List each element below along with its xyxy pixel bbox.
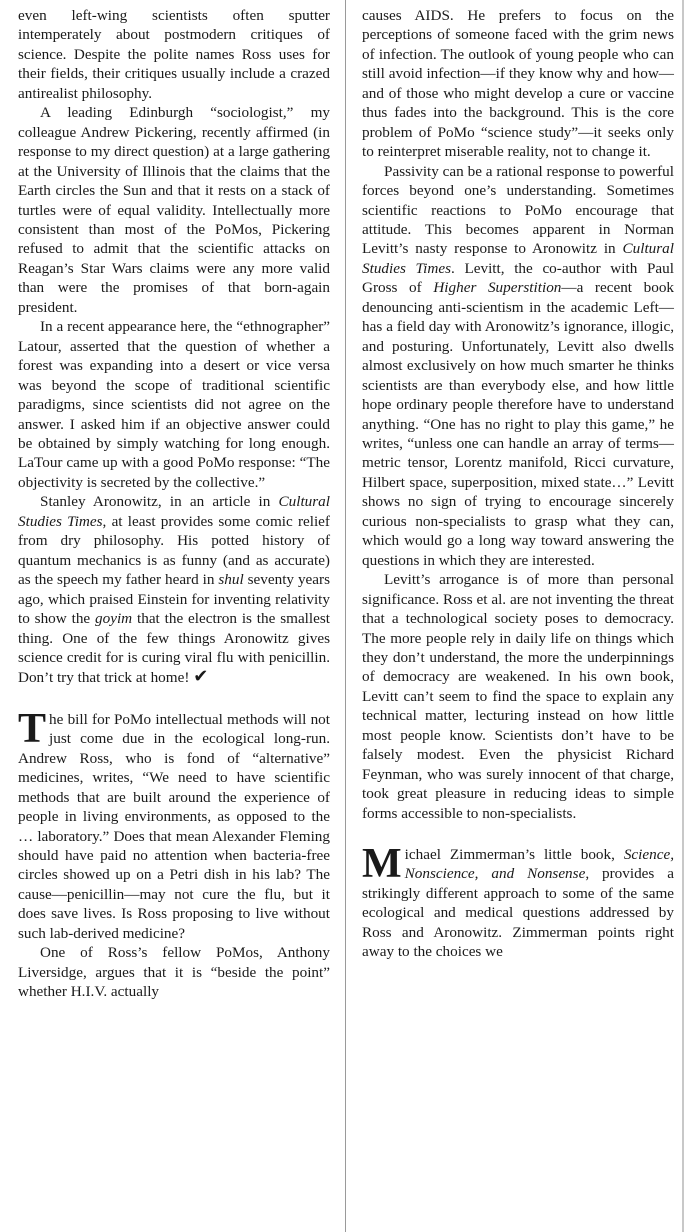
left-column [18,6,330,1002]
paragraph: Stanley Aronowitz, in an article in Cultural Studies Times, at least provides some comic relief from dry philosophy. His potted history of quantum mechanics is as funny (and as accurate) as the speech my father heard in shul seventy years ago, which praised Einstein for inventing relativity to show the goyim that the electron is the smallest thing. One of the few things Aronowitz gives science credit for is curing viral flu with penicillin. Don’t try that trick at home! ✔ [18,493,330,688]
column-divider [345,0,346,1232]
paragraph: The bill for PoMo intellectual methods will not just come due in the ecological long-run. Andrew Ross, who is fond of “alternative” medicines, writes, “We need to have scientific methods that are built around the experience of people in living environments, as opposed to the … laboratory.” Does that mean Alexander Fleming should have paid no attention when bacteria-free circles showed up on a Petri dish in his lab? The cause—penicillin—may not cure the flu, but it does save lives. Is Ross proposing to live without such lab-derived medicine? [18,705,330,942]
paragraph: even left-wing scientists often sputter intemperately about postmodern critiques of science. Despite the polite names Ross uses for their fields, their critiques usually include a crazed antirealist philosophy. [18,7,330,102]
paragraph: A leading Edinburgh “sociologist,” my colleague Andrew Pickering, recently affirmed (in response to my direct question) at a large gathering at the University of Illinois that the claims that the Earth circles the Sun and that it rests on a stack of turtles were of equal validity. Intellectually more consistent than most of the PoMos, Pickering refused to admit that the scientific attacks on Reagan’s Star Wars claims were any more valid than were the promises of that born-again president. [18,104,330,316]
paragraph: Michael Zimmerman’s little book, Science, Nonscience, and Nonsense, provides a strikingly different approach to some of the same ecological and medical questions addressed by Ross and Aronowitz. Zimmerman points right away to the choices we [362,841,675,961]
paragraph: Passivity can be a rational response to powerful forces beyond one’s understanding. Sometimes scientific reactions to PoMo encourage that attitude. This becomes apparent in Norman Levitt’s nasty response to Aronowitz in Cultural Studies Times. Levitt, the co-author with Paul Gross of Higher Superstition—a recent book denouncing anti-scientism in the academic Left—has a field day with Aronowitz’s ignorance, illogic, and posturing. Unfortunately, Levitt also dwells almost exclusively on how much smarter he thinks scientists are than everybody else, and how little hope ordinary people therefore have to understand anything. “One has no right to play this game,” he writes, “unless one can handle an array of terms—metric tensor, Lorentz manifold, Ricci curvature, Hilbert space, superposition, mixed state…” Levitt shows no sign of trying to encourage sincerely curious non-specialists to grasp what they can, which would go a long way toward answering the questions in which they are interested. [362,162,675,569]
paragraph: Levitt’s arrogance is of more than personal significance. Ross et al. are not inventing the threat that a technological society poses to democracy. The more people rely in daily life on things which they don’t understand, the more the underpinnings of democracy are weakened. In his own book, Levitt can’t seem to find the space to explain any technical matter, lecturing instead on how little most people know. Scientists don’t have to be falsely modest. Even the physicist Richard Feynman, who was surely innocent of that charge, took great pleasure in reducing ideas to simple forms accessible to non-specialists. [362,571,674,822]
paragraph: One of Ross’s fellow PoMos, Anthony Liversidge, argues that it is “beside the point” whether H.I.V. actually [18,944,330,1001]
right-column [362,6,674,962]
drop-cap: T [18,705,47,752]
paragraph: causes AIDS. He prefers to focus on the perceptions of someone faced with the grim news of infection. The outlook of young people who can still avoid infection—if they know why and how—and of those who might develop a cure or vaccine thus fades into the background. This is the core problem of PoMo “science study”—it seeks only to reinterpret miserable reality, not to change it. [362,7,674,161]
drop-cap: M [362,841,402,888]
check-mark-icon: ✔ [193,666,209,688]
paragraph: In a recent appearance here, the “ethnographer” Latour, asserted that the question of whether a forest was expanding into a desert or vice versa was beyond the scope of traditional scientific paradigms, since scientists did not agree on the answer. I asked him if an objective answer could be obtained by simply watching for long enough. LaTour came up with a good PoMo response: “The objectivity is secreted by the collective.” [18,318,330,491]
page-edge [682,0,684,1232]
